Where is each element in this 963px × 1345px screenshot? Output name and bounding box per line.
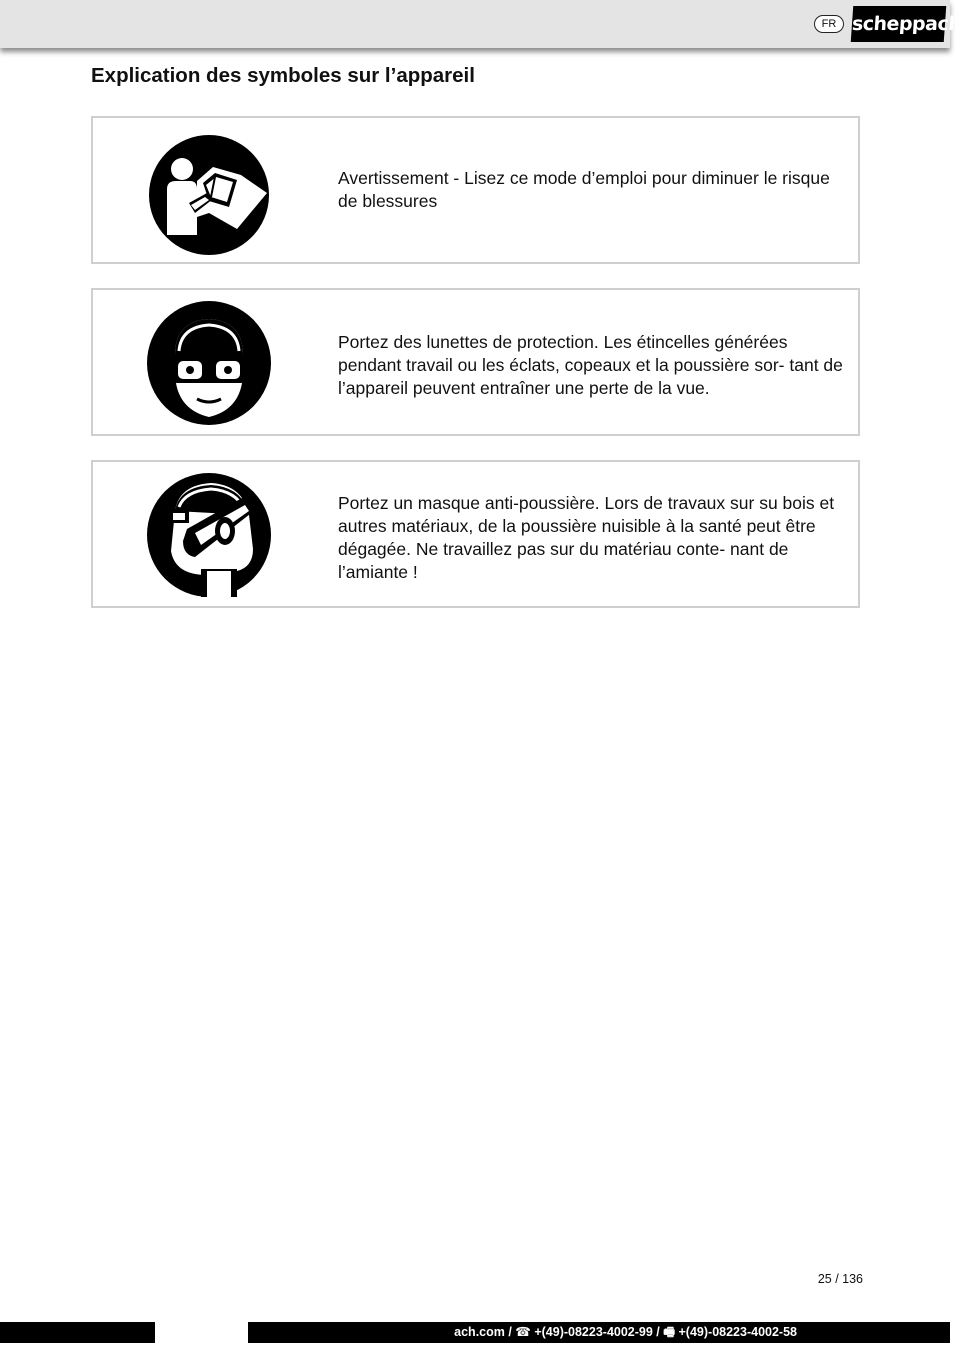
symbol-card-read-manual xyxy=(91,116,860,264)
symbol-text: Portez un masque anti-poussière. Lors de travaux sur su bois et autres matériaux, de la poussière nuisible à la santé peut être dégagée. Ne travaillez pas sur du matériau conte- nant de l’amiante ! xyxy=(338,493,835,582)
symbol-text: Avertissement - Lisez ce mode d’emploi pour diminuer le risque de blessures xyxy=(338,168,830,211)
symbol-card-goggles xyxy=(91,288,860,436)
symbol-card-dust-mask xyxy=(91,460,860,608)
dust-mask-icon xyxy=(145,471,273,599)
symbol-text: Portez des lunettes de protection. Les étincelles générées pendant travail ou les éclats, copeaux et la poussière sor- tant de l’appareil peuvent entraîner une perte de la vue. xyxy=(338,332,843,398)
language-badge: FR xyxy=(814,15,844,33)
page-title: Explication des symboles sur l’appareil xyxy=(91,64,475,87)
footer-contact: ach.com / ☎ +(49)-08223-4002-99 / 🖷 +(49)-08223-4002-58 xyxy=(454,1325,797,1339)
read-manual-icon xyxy=(145,131,273,259)
page-number: 25 / 136 xyxy=(817,1272,863,1286)
safety-goggles-icon xyxy=(145,299,273,427)
footer-gap xyxy=(155,1322,248,1343)
brand-logo: scheppach xyxy=(851,6,947,42)
header-bar xyxy=(0,0,950,48)
